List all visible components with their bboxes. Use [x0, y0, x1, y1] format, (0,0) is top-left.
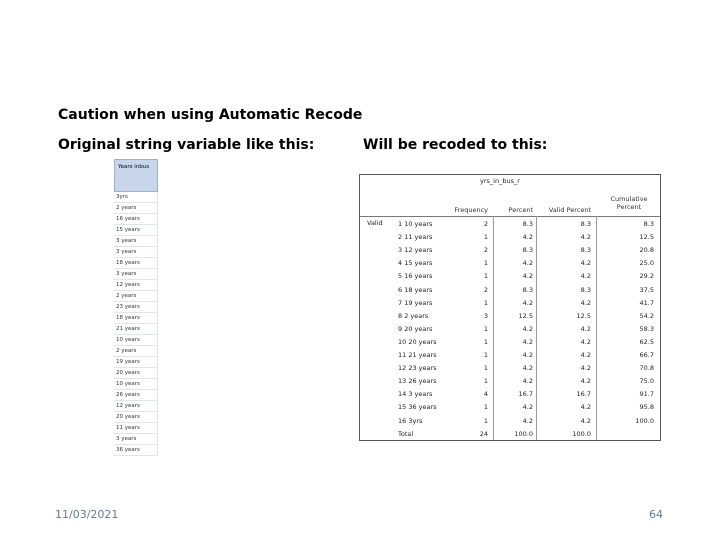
data-cell: 2 years: [114, 291, 158, 302]
data-cell: 12 years: [114, 401, 158, 412]
cell-frequency: 1: [483, 272, 488, 281]
cell-label: 14 3 years: [398, 390, 433, 399]
right-caption: Will be recoded to this:: [363, 137, 548, 153]
data-cell: 3yrs: [114, 192, 158, 203]
cell-percent: 4.2: [522, 272, 533, 281]
cell-percent: 4.2: [522, 233, 533, 242]
data-cell: 12 years: [114, 280, 158, 291]
footer-date: 11/03/2021: [55, 508, 119, 521]
header-divider: [360, 216, 660, 217]
header-percent: Percent: [508, 206, 533, 214]
cell-cumulative-percent: 75.0: [639, 377, 654, 386]
table-row: [360, 244, 660, 257]
cell-cumulative-percent: 54.2: [639, 311, 654, 320]
cell-frequency: 2: [483, 285, 488, 294]
cell-cumulative-percent: 25.0: [639, 259, 654, 268]
cell-valid-percent: 16.7: [576, 390, 591, 399]
cell-cumulative-percent: 37.5: [639, 285, 654, 294]
cell-valid-percent: 4.2: [580, 337, 591, 346]
cell-frequency: 2: [483, 246, 488, 255]
cell-valid-percent: 4.2: [580, 233, 591, 242]
cell-frequency: 1: [483, 377, 488, 386]
cell-cumulative-percent: 29.2: [639, 272, 654, 281]
data-cell: 10 years: [114, 379, 158, 390]
cell-label: 5 16 years: [398, 272, 433, 281]
data-cell: 16 years: [114, 214, 158, 225]
table-row: [360, 270, 660, 283]
table-row: [360, 401, 660, 414]
cell-frequency: 1: [483, 416, 488, 425]
cell-frequency: 1: [483, 324, 488, 333]
data-cell: 10 years: [114, 335, 158, 346]
table-row: [360, 388, 660, 401]
cell-percent: 4.2: [522, 259, 533, 268]
cell-cumulative-percent: 12.5: [639, 233, 654, 242]
cell-cumulative-percent: 66.7: [639, 351, 654, 359]
column-header: Years inbus: [114, 159, 158, 192]
cell-valid-percent: 4.2: [580, 324, 591, 333]
table-row: [360, 323, 660, 336]
data-cell: 2 years: [114, 203, 158, 214]
cell-label: 12 23 years: [398, 364, 437, 373]
cell-label: 15 36 years: [398, 403, 437, 412]
cell-percent: 8.3: [522, 246, 533, 255]
cell-label: 9 20 years: [398, 324, 433, 333]
cell-label: 1 10 years: [398, 220, 433, 228]
cell-percent: 4.2: [522, 416, 533, 425]
cell-percent: 4.2: [522, 403, 533, 412]
table-row: [360, 310, 660, 323]
cell-frequency: 3: [483, 311, 488, 320]
cell-frequency: 1: [483, 259, 488, 268]
cell-frequency: 1: [483, 298, 488, 307]
cell-percent: 8.3: [522, 285, 533, 294]
cell-percent: 4.2: [522, 324, 533, 333]
cell-valid-percent: 100.0: [572, 429, 591, 438]
cell-frequency: 1: [483, 351, 488, 359]
data-cell: 3 years: [114, 247, 158, 258]
cell-valid-percent: 4.2: [580, 351, 591, 359]
table-title: yrs_in_bus_r: [480, 177, 520, 185]
cell-percent: 8.3: [522, 220, 533, 228]
cell-label: 6 18 years: [398, 285, 433, 294]
cell-cumulative-percent: 8.3: [643, 220, 654, 228]
data-cell: 19 years: [114, 357, 158, 368]
cell-percent: 4.2: [522, 351, 533, 359]
cell-cumulative-percent: 62.5: [639, 337, 654, 346]
cell-percent: 4.2: [522, 364, 533, 373]
data-cell: 20 years: [114, 368, 158, 379]
slide-heading: Caution when using Automatic Recode: [58, 107, 363, 123]
data-cell: 3 years: [114, 434, 158, 445]
header-valid-percent: Valid Percent: [548, 206, 591, 214]
cell-cumulative-percent: 20.8: [639, 246, 654, 255]
cell-percent: 12.5: [518, 311, 533, 320]
cell-label: 7 19 years: [398, 298, 433, 307]
column-cells: [114, 192, 158, 456]
table-row: [360, 415, 660, 428]
table-row: [360, 257, 660, 270]
table-row: [360, 375, 660, 388]
cell-frequency: 1: [483, 337, 488, 346]
cell-percent: 4.2: [522, 377, 533, 386]
page-number: 64: [649, 508, 663, 521]
cell-percent: 100.0: [514, 429, 533, 438]
cell-valid-percent: 4.2: [580, 298, 591, 307]
cell-label: 16 3yrs: [398, 416, 423, 425]
cell-cumulative-percent: 91.7: [639, 390, 654, 399]
table-row: [360, 349, 660, 362]
table-row: [360, 284, 660, 297]
cell-valid-percent: 4.2: [580, 272, 591, 281]
cell-frequency: 4: [483, 390, 488, 399]
cell-cumulative-percent: 41.7: [639, 298, 654, 307]
data-cell: 3 years: [114, 236, 158, 247]
data-view-column: [114, 159, 158, 455]
cell-valid-percent: 12.5: [576, 311, 591, 320]
data-cell: 18 years: [114, 258, 158, 269]
cell-valid-percent: 4.2: [580, 403, 591, 412]
cell-frequency: 1: [483, 403, 488, 412]
data-cell: 36 years: [114, 445, 158, 456]
cell-frequency: 2: [483, 220, 488, 228]
cell-valid-percent: 4.2: [580, 377, 591, 386]
cell-percent: 4.2: [522, 337, 533, 346]
cell-cumulative-percent: 58.3: [639, 324, 654, 333]
data-cell: 2 years: [114, 346, 158, 357]
valid-label: Valid: [367, 219, 383, 227]
table-row: [360, 231, 660, 244]
cell-label: 11 21 years: [398, 351, 437, 359]
cell-valid-percent: 8.3: [580, 285, 591, 294]
cell-cumulative-percent: 70.8: [639, 364, 654, 373]
data-cell: 3 years: [114, 269, 158, 280]
cell-valid-percent: 8.3: [580, 220, 591, 228]
cell-valid-percent: 4.2: [580, 416, 591, 425]
cell-frequency: 24: [479, 429, 488, 438]
cell-frequency: 1: [483, 364, 488, 373]
cell-cumulative-percent: 95.8: [639, 403, 654, 412]
cell-label: 8 2 years: [398, 311, 429, 320]
header-cumulative-percent: Cumulative Percent: [610, 195, 648, 211]
data-cell: 21 years: [114, 324, 158, 335]
data-cell: 11 years: [114, 423, 158, 434]
table-row: [360, 218, 660, 231]
table-row: [360, 362, 660, 375]
frequency-table: [359, 174, 661, 441]
cell-cumulative-percent: 100.0: [635, 416, 654, 425]
cell-valid-percent: 4.2: [580, 364, 591, 373]
cell-valid-percent: 8.3: [580, 246, 591, 255]
cell-label: 10 20 years: [398, 337, 437, 346]
data-cell: 18 years: [114, 313, 158, 324]
left-caption: Original string variable like this:: [58, 137, 315, 153]
data-cell: 20 years: [114, 412, 158, 423]
data-cell: 15 years: [114, 225, 158, 236]
cell-percent: 4.2: [522, 298, 533, 307]
data-cell: 23 years: [114, 302, 158, 313]
data-cell: 26 years: [114, 390, 158, 401]
cell-label: 13 26 years: [398, 377, 437, 386]
cell-label: 3 12 years: [398, 246, 433, 255]
cell-percent: 16.7: [518, 390, 533, 399]
table-row: [360, 428, 660, 441]
table-row: [360, 336, 660, 349]
cell-label: 4 15 years: [398, 259, 433, 268]
cell-label: Total: [398, 429, 414, 438]
header-frequency: Frequency: [454, 206, 488, 214]
cell-frequency: 1: [483, 233, 488, 242]
table-row: [360, 297, 660, 310]
cell-label: 2 11 years: [398, 233, 433, 242]
cell-valid-percent: 4.2: [580, 259, 591, 268]
